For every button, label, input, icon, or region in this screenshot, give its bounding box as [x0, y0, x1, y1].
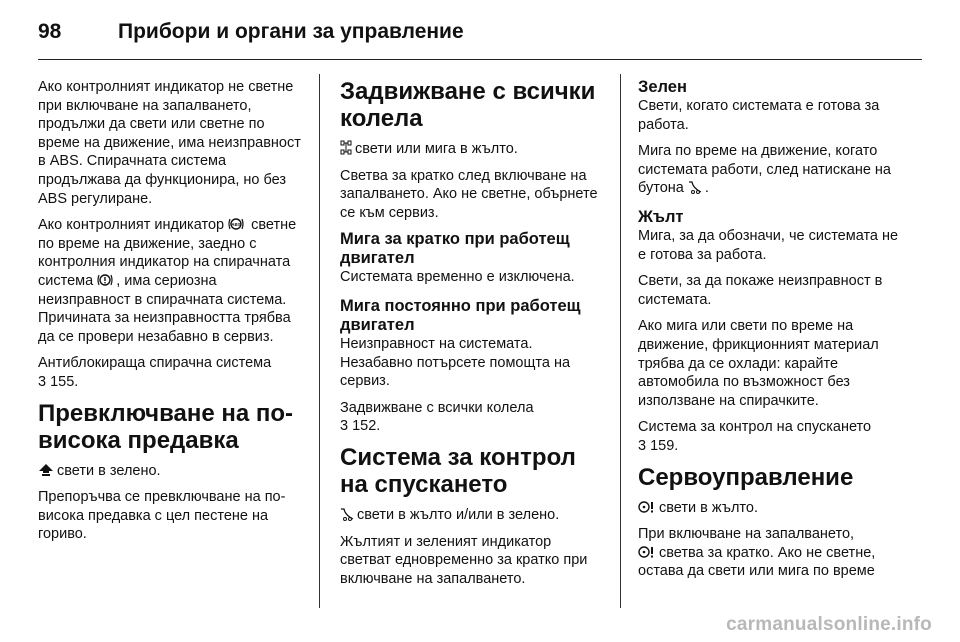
column-3: [638, 78, 908, 589]
watermark: carmanualsonline.info: [726, 614, 932, 635]
section-heading-hill-descent: Система за контрол на спускането: [340, 443, 576, 498]
header-rule: [38, 59, 922, 60]
xref-arrow-icon: 3: [340, 418, 349, 435]
page-link[interactable]: 155.: [50, 373, 79, 390]
blink-constant-text: Неизправност на системата. Незабавно потърсете помощта на сервиз.: [340, 335, 571, 390]
column-divider: [620, 74, 621, 608]
green-paragraph-2: Мига по време на движение, когато системата работи, след натискане на бутона .: [638, 143, 891, 197]
abs-brake-paragraph: Ако контролният индикатор ABS светне по време на движение, заедно с контролния индикатор на спирачната система , има сериозна неизправност в спирачната система. Причината за неизправността трябва да се провери незабавно в сервиз.: [38, 217, 297, 345]
section-heading-power-steering: Сервоуправление: [638, 463, 854, 491]
page-header: [38, 14, 464, 50]
hill-text: Жълтият и зеленият индикатор светват едновременно за кратко при включване на запалването.: [340, 533, 588, 587]
hill-descent-icon: [688, 180, 702, 194]
xref-arrow-icon: 3: [38, 373, 47, 390]
abs-paragraph: Ако контролният индикатор не светне при включване на запалването, продължи да свети или светне по време на движение, има неизправност в ABS. Спирачната система продължава да функционира, но без ABS регулиране.: [38, 79, 301, 207]
steer-paragraph: При включване на запалването, светва за кратко. Ако не светне, остава да свети или мига по време: [638, 526, 876, 580]
abs-reference: Антиблокираща спирачна система 3 155.: [38, 355, 272, 390]
hill-status: свети в жълто и/или в зелено.: [340, 506, 606, 525]
subheading-blink-constant: Мига постоянно при работещ двигател: [340, 296, 581, 334]
xref-arrow-icon: 3: [638, 437, 647, 454]
steering-warning-icon: [638, 545, 656, 559]
hill-descent-icon: [340, 507, 354, 521]
svg-text:ABS: ABS: [231, 222, 241, 228]
awd-paragraph: Светва за кратко след включване на запалването. Ако не светне, обърнете се към сервиз.: [340, 167, 598, 221]
steering-warning-icon: [638, 500, 656, 514]
subheading-blink-short: Мига за кратко при работещ двигател: [340, 230, 570, 268]
page-number: 98: [38, 20, 62, 43]
section-heading-awd: Задвижване с всички колела: [340, 78, 596, 132]
yellow-paragraph-3: Ако мига или свети по време на движение, фрикционният материал трябва да се охлади: карайте автомобила по възможност без използване на спирачките.: [638, 318, 879, 409]
yellow-paragraph-2: Свети, за да покаже неизправност в системата.: [638, 273, 883, 308]
column-1: [38, 78, 304, 552]
page-link[interactable]: 152.: [352, 418, 381, 435]
page-link[interactable]: 159.: [650, 437, 679, 454]
steer-status: свети в жълто.: [638, 499, 908, 518]
section-heading-upshift: Превключване на по-висока предавка: [38, 399, 294, 454]
upshift-text: Препоръчва се превключване на по-висока предавка с цел пестене на гориво.: [38, 489, 286, 543]
hill-reference: Система за контрол на спускането 3 159.: [638, 419, 872, 454]
blink-short-text: Системата временно е изключена.: [340, 269, 575, 286]
awd-reference: Задвижване с всички колела 3 152.: [340, 399, 534, 435]
yellow-paragraph-1: Мига, за да обозначи, че системата не е готова за работа.: [638, 227, 899, 263]
green-paragraph-1: Свети, когато системата е готова за работа.: [638, 98, 880, 133]
column-2: [340, 78, 606, 596]
upshift-arrow-icon: [38, 463, 54, 477]
awd-status: свети или мига в жълто.: [340, 140, 606, 159]
awd-icon: [340, 140, 352, 155]
column-divider: [319, 74, 320, 608]
abs-warning-icon: [228, 217, 244, 231]
upshift-status: свети в зелено.: [38, 462, 304, 481]
page-title: Прибори и органи за управление: [118, 20, 464, 43]
brake-system-icon: [97, 273, 113, 287]
subheading-yellow: Жълт: [638, 207, 684, 226]
subheading-green: Зелен: [638, 78, 687, 96]
